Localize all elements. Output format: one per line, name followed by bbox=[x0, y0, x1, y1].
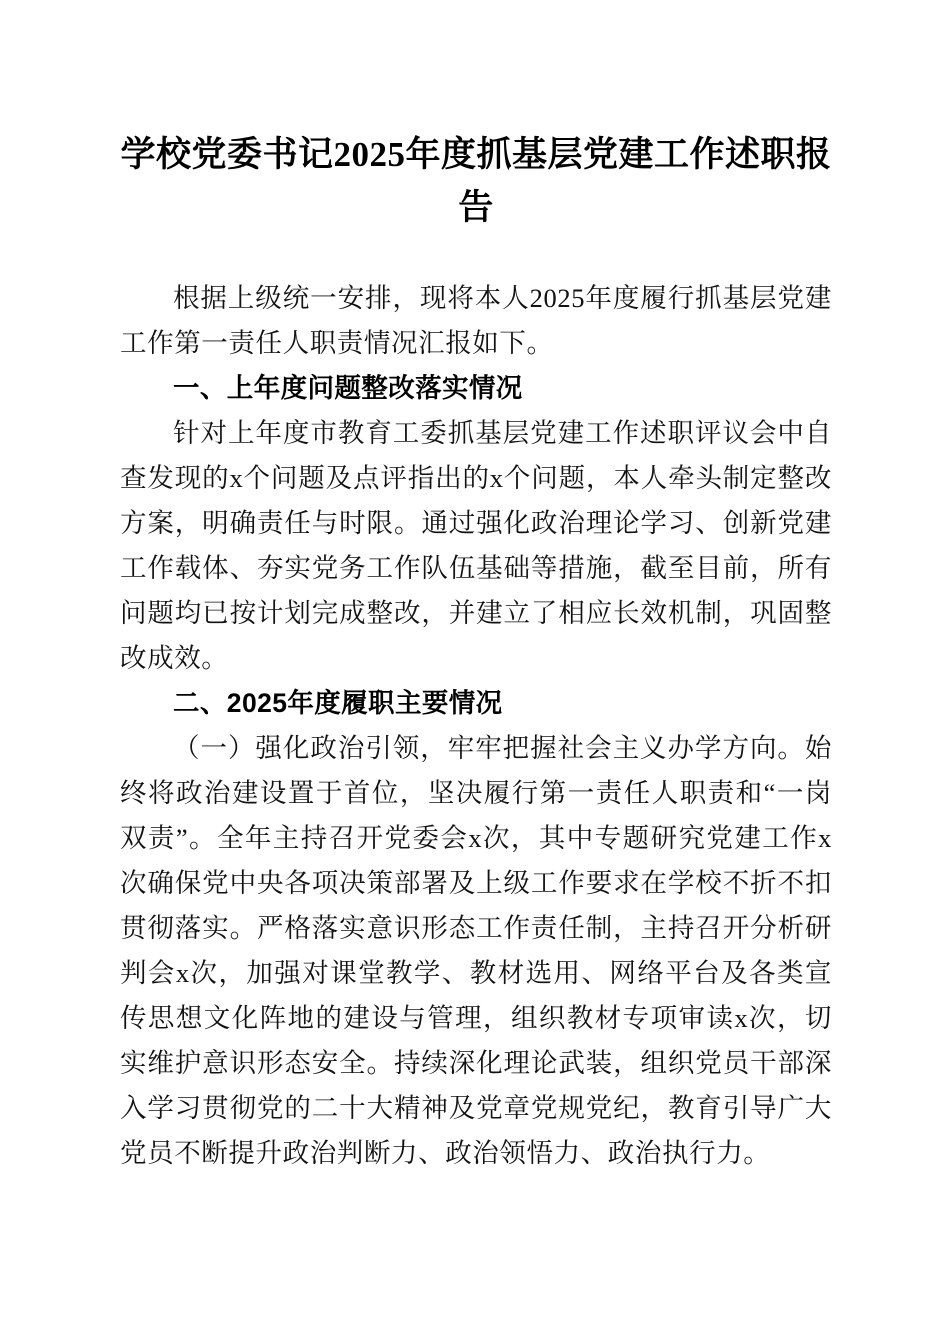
document-content bbox=[120, 0, 832, 1176]
document-title: 学校党委书记2025年度抓基层党建工作述职报告 bbox=[120, 135, 832, 227]
intro-paragraph: 根据上级统一安排，现将本人2025年度履行抓基层党建工作第一责任人职责情况汇报如下。 bbox=[120, 283, 832, 358]
section-2-body-paragraph: （一）强化政治引领，牢牢把握社会主义办学方向。始终将政治建设置于首位，坚决履行第一责任人职责和“一岗双责”。全年主持召开党委会x次，其中专题研究党建工作x次确保党中央各项决策部署及上级工作要求在学校不折不扣贯彻落实。严格落实意识形态工作责任制，主持召开分析研判会x次，加强对课堂教学、教材选用、网络平台及各类宣传思想文化阵地的建设与管理，组织教材专项审读x次，切实维护意识形态安全。持续深化理论武装，组织党员干部深入学习贯彻党的二十大精神及党章党规党纪，教育引导广大党员不断提升政治判断力、政治领悟力、政治执行力。 bbox=[120, 733, 832, 1168]
section-heading-2: 二、2025年度履职主要情况 bbox=[173, 688, 503, 718]
section-heading-1: 一、上年度问题整改落实情况 bbox=[173, 373, 523, 403]
section-1-body-paragraph: 针对上年度市教育工委抓基层党建工作述职评议会中自查发现的x个问题及点评指出的x个问题，本人牵头制定整改方案，明确责任与时限。通过强化政治理论学习、创新党建工作载体、夯实党务工作队伍基础等措施，截至目前，所有问题均已按计划完成整改，并建立了相应长效机制，巩固整改成效。 bbox=[120, 418, 832, 673]
